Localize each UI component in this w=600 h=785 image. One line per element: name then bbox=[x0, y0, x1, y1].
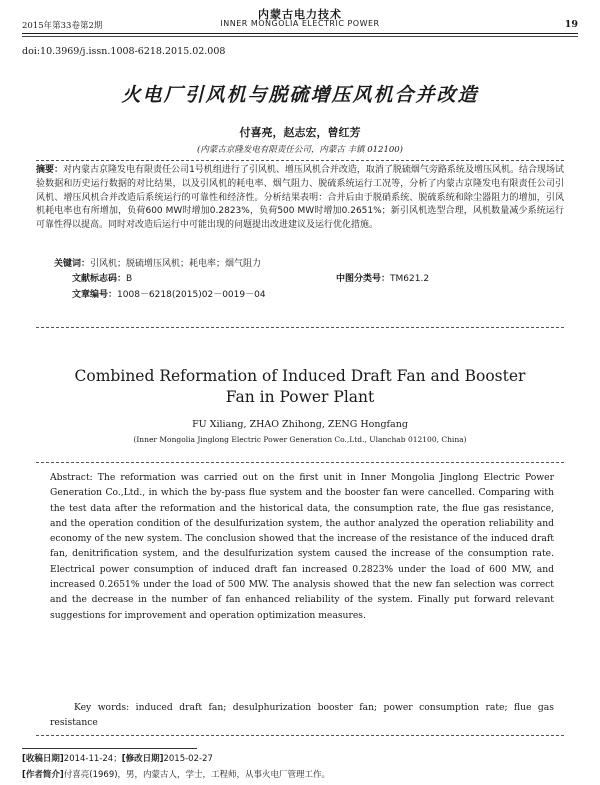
document-code-value: B bbox=[126, 274, 133, 284]
revised-label: [修改日期] bbox=[121, 754, 164, 764]
article-number-value: 1008－6218(2015)02－0019－04 bbox=[117, 290, 266, 300]
issue-info: 2015年第33卷第2期 bbox=[22, 21, 103, 31]
title-en bbox=[0, 366, 600, 408]
abstract-text-cn: 对内蒙古京隆发电有限责任公司1号机组进行了引风机、增压风机合并改造，取消了脱硫烟气旁路系统及增压风机。结合现场试验数据和历史运行数据的对比结果，以及引风机的耗电率、烟气阻力、脱硫系统运行工况等，分析了内蒙古京隆发电有限责任公司引风机、增压风机合并改造后系统运行的可靠性和经济性。分析结果表明：合并后由于脱硝系统、脱硫系统和除尘器阻力的增加，引风机耗电率也有所增加，负荷600 MW时增加0.2823%，负荷500 MW时增加0.2651%；新引风机选型合理，风机数量减少系统运行可靠性得以提高。同时对改造后运行中可能出现的问题提出改进建议及运行优化措施。 bbox=[36, 165, 564, 231]
abstract-label-en: Abstract: bbox=[50, 472, 93, 483]
document-code-label: 文献标志码： bbox=[72, 274, 127, 284]
keywords-text-en: induced draft fan; desulphurization booster fan; power consumption rate; flue gas resistance bbox=[50, 702, 554, 729]
title-en-line2: Fan in Power Plant bbox=[225, 388, 375, 406]
page-number: 19 bbox=[564, 19, 578, 30]
title-en-line1: Combined Reformation of Induced Draft Fan and Booster bbox=[74, 367, 526, 385]
abstract-text-en: The reformation was carried out on the first unit in Inner Mongolia Jinglong Electric Power Generation Co.,Ltd., in which the by-pass flue system and the booster fan were cancelled. Comparing with the test data after the reformation and the historical data, the consumption rate, the flue gas resistance, and the operation condition of the desulfurization system, the author analyzed the operation reliability and economy of the new system. The conclusion showed that the increase of the resistance of the induced draft fan, denitrification system, and the desulfurization system caused the increase of the consumption rate. Electrical power consumption of induced draft fan increased 0.2823% under the load of 600 MW, and increased 0.2651% under the load of 500 MW. The analysis showed that the new fan selection was correct and the decrease in the number of fan enhanced reliability of the system. Finally put forward relevant suggestions for improvement and operation optimization measures. bbox=[50, 472, 555, 621]
received-label: [收稿日期] bbox=[22, 754, 64, 764]
document-code bbox=[72, 271, 132, 284]
affiliation-cn: (内蒙古京隆发电有限责任公司，内蒙古 丰镇 012100) bbox=[197, 145, 403, 155]
journal-title-cn: 内蒙古电力技术 bbox=[258, 8, 342, 21]
abstract-label-cn: 摘要： bbox=[36, 165, 64, 175]
keywords-label-en: Key words: bbox=[74, 702, 130, 713]
authors-cn: 付喜亮，赵志宏，曾红芳 bbox=[239, 126, 361, 139]
clc-value: TM621.2 bbox=[390, 274, 430, 284]
clc-number bbox=[336, 271, 429, 284]
received-date: 2014-11-24 bbox=[63, 754, 114, 764]
keywords-en bbox=[50, 700, 554, 731]
authors-en: FU Xiliang, ZHAO Zhihong, ZENG Hongfang bbox=[192, 419, 408, 430]
footnote-author bbox=[22, 768, 330, 780]
affiliation-en: (Inner Mongolia Jinglong Electric Power Generation Co.,Ltd., Ulanchab 012100, China) bbox=[133, 435, 467, 444]
author-bio-label: [作者简介] bbox=[22, 770, 64, 780]
keywords-label-cn: 关键词： bbox=[54, 259, 91, 269]
title-cn: 火电厂引风机与脱硫增压风机合并改造 bbox=[121, 84, 479, 106]
header-rule bbox=[22, 33, 578, 34]
article-number bbox=[72, 287, 266, 300]
article-number-label: 文章编号： bbox=[72, 290, 118, 300]
footnote-dates: [收稿日期]2014-11-24；[修改日期]2015-02-27 bbox=[22, 754, 213, 764]
keywords-text-cn: 引风机；脱硫增压风机；耗电率；烟气阻力 bbox=[90, 259, 262, 269]
running-header bbox=[22, 19, 578, 33]
abstract-cn bbox=[36, 164, 564, 233]
abstract-en bbox=[50, 470, 554, 623]
header-rule-thin bbox=[22, 36, 578, 37]
author-bio-text: 付喜亮(1969)，男，内蒙古人，学士，工程师，从事火电厂管理工作。 bbox=[63, 770, 331, 780]
footnote-rule bbox=[22, 748, 197, 749]
keywords-cn bbox=[54, 256, 261, 269]
revised-date: 2015-02-27 bbox=[163, 754, 213, 764]
journal-title-en: INNER MONGOLIA ELECTRIC POWER bbox=[220, 19, 380, 28]
doi: doi:10.3969/j.issn.1008-6218.2015.02.008 bbox=[22, 46, 226, 57]
clc-label: 中图分类号： bbox=[336, 274, 391, 284]
